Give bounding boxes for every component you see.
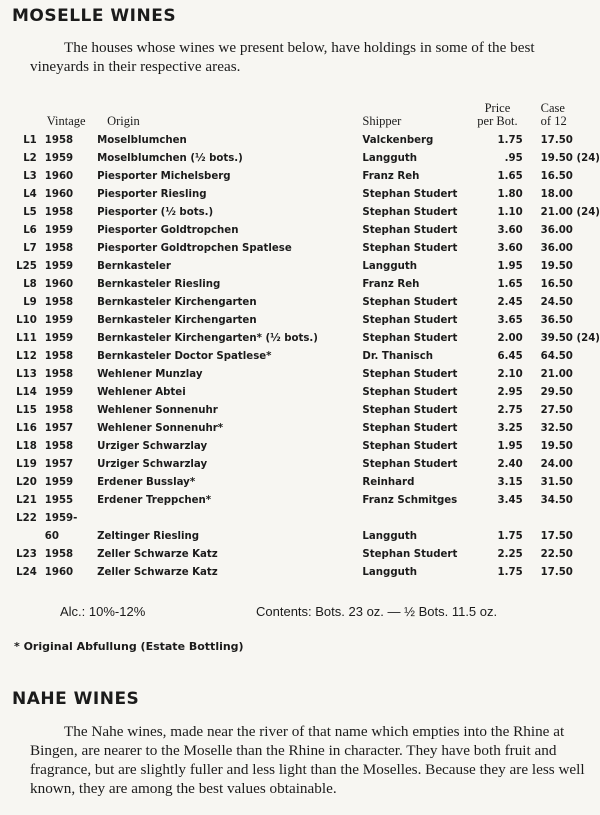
wine-shipper: Stephan Studert — [362, 441, 458, 452]
wine-vintage: 1957 — [44, 423, 74, 434]
wine-vintage: 1959- — [44, 513, 78, 524]
wine-code: L2 — [23, 153, 37, 164]
wine-price: 3.15 — [497, 477, 523, 488]
wine-code: L11 — [16, 333, 37, 344]
case-quantity-note: (24) — [572, 153, 600, 164]
table-row — [8, 218, 600, 236]
wine-origin: Zeltinger Riesling — [97, 531, 200, 542]
moselle-wine-table — [8, 98, 600, 578]
wine-origin: Piesporter Riesling — [97, 189, 207, 200]
table-row — [8, 416, 600, 434]
case-header-line1: Case — [540, 101, 565, 115]
wine-origin: Bernkasteler Kirchengarten* (½ bots.) — [97, 333, 318, 344]
wine-shipper: Stephan Studert — [362, 315, 458, 326]
moselle-intro: The houses whose wines we present below, have holdings in some of the best vineyards in their respective areas. — [30, 39, 535, 75]
wine-price: 3.45 — [497, 495, 523, 506]
wine-case-price: 31.50 — [540, 477, 573, 488]
wine-vintage: 1958 — [44, 369, 74, 380]
wine-case-price: 39.50 (24) — [540, 333, 600, 344]
wine-vintage: 1958 — [44, 549, 74, 560]
wine-shipper: Stephan Studert — [362, 225, 458, 236]
wine-vintage: 1958 — [44, 441, 74, 452]
wine-shipper: Reinhard — [362, 477, 415, 488]
wine-code: L24 — [16, 567, 37, 578]
table-footer — [60, 604, 580, 619]
wine-case-price: 64.50 — [540, 351, 573, 362]
wine-price: 1.95 — [497, 441, 523, 452]
wine-shipper: Stephan Studert — [362, 333, 458, 344]
wine-vintage: 1958 — [44, 405, 74, 416]
table-row — [8, 344, 600, 362]
wine-case-price: 17.50 — [540, 135, 573, 146]
wine-shipper: Stephan Studert — [362, 549, 458, 560]
wine-case-price: 16.50 — [540, 171, 573, 182]
wine-code: L8 — [23, 279, 37, 290]
wine-vintage: 1958 — [44, 135, 74, 146]
wine-shipper: Franz Reh — [362, 279, 420, 290]
wine-origin: Wehlener Sonnenuhr* — [97, 423, 224, 434]
wine-case-price: 24.00 — [540, 459, 573, 470]
table-row — [8, 560, 600, 578]
wine-price: 2.40 — [497, 459, 523, 470]
wine-price: 2.10 — [497, 369, 523, 380]
table-row — [8, 272, 600, 290]
table-row — [8, 452, 600, 470]
wine-vintage: 1959 — [44, 333, 74, 344]
wine-origin: Piesporter Goldtropchen Spatlese — [97, 243, 292, 254]
wine-case-price: 36.50 — [540, 315, 573, 326]
wine-code: L25 — [16, 261, 37, 272]
wine-shipper: Stephan Studert — [362, 369, 458, 380]
wine-case-price: 21.00 — [540, 369, 573, 380]
wine-case-price: 18.00 — [540, 189, 573, 200]
wine-shipper: Stephan Studert — [362, 423, 458, 434]
code-header — [8, 98, 45, 128]
wine-price: 2.25 — [497, 549, 523, 560]
wine-code: L16 — [16, 423, 37, 434]
wine-shipper: Langguth — [362, 153, 418, 164]
wine-code: L19 — [16, 459, 37, 470]
nahe-intro: The Nahe wines, made near the river of that name which empties into the Rhine at Bingen, are nearer to the Moselle than the Rhine in character. They have both fruit and fragrance, but are slightly fuller and less light than the Moselles. Because they are less well known, they are among the best values obtainable. — [30, 723, 585, 797]
wine-price: 1.65 — [497, 171, 523, 182]
table-row — [8, 380, 600, 398]
wine-code: L6 — [23, 225, 37, 236]
wine-price: 2.75 — [497, 405, 523, 416]
wine-vintage: 60 — [44, 531, 59, 542]
wine-price: 2.95 — [497, 387, 523, 398]
wine-code: L18 — [16, 441, 37, 452]
price-header-line2: per Bot. — [477, 114, 518, 128]
wine-price: 1.75 — [497, 531, 523, 542]
table-row — [8, 164, 600, 182]
wine-code: L5 — [23, 207, 37, 218]
wine-shipper: Langguth — [362, 567, 418, 578]
wine-origin: Moselblumchen (½ bots.) — [97, 153, 243, 164]
shipper-header: Shipper — [362, 114, 402, 128]
wine-origin: Wehlener Abtei — [97, 387, 186, 398]
wine-vintage: 1958 — [44, 351, 74, 362]
wine-origin — [97, 506, 362, 524]
wine-code: L14 — [16, 387, 37, 398]
wine-case-price: 19.50 — [540, 261, 573, 272]
wine-origin: Piesporter Goldtropchen — [97, 225, 239, 236]
wine-case-price: 34.50 — [540, 495, 573, 506]
wine-code: L9 — [23, 297, 37, 308]
wine-price: .95 — [504, 153, 523, 164]
wine-shipper: Valckenberg — [362, 135, 434, 146]
table-row — [8, 542, 600, 560]
wine-origin: Bernkasteler Kirchengarten — [97, 297, 257, 308]
case-header — [541, 98, 600, 128]
table-row — [8, 362, 600, 380]
table-row — [8, 182, 600, 200]
wine-vintage: 1959 — [44, 153, 74, 164]
table-header-row — [8, 98, 600, 128]
wine-price: 1.80 — [497, 189, 523, 200]
wine-case-price: 24.50 — [540, 297, 573, 308]
wine-price: 3.25 — [497, 423, 523, 434]
wine-origin: Erdener Treppchen* — [97, 495, 212, 506]
wine-vintage: 1959 — [44, 315, 74, 326]
wine-code: L12 — [16, 351, 37, 362]
table-row — [8, 524, 600, 542]
wine-origin: Zeller Schwarze Katz — [97, 549, 218, 560]
table-row — [8, 254, 600, 272]
wine-origin: Urziger Schwarzlay — [97, 441, 208, 452]
wine-price: 2.00 — [497, 333, 523, 344]
table-row — [8, 200, 600, 218]
origin-header: Origin — [107, 114, 140, 128]
wine-code — [8, 524, 45, 542]
table-row — [8, 506, 600, 524]
table-row — [8, 236, 600, 254]
wine-vintage: 1958 — [44, 207, 74, 218]
wine-price — [472, 506, 540, 524]
wine-price: 1.65 — [497, 279, 523, 290]
wine-price: 1.75 — [497, 135, 523, 146]
wine-shipper: Franz Reh — [362, 171, 420, 182]
wine-origin: Bernkasteler Riesling — [97, 279, 221, 290]
wine-origin: Erdener Busslay* — [97, 477, 196, 488]
wine-vintage: 1960 — [44, 279, 74, 290]
moselle-section-title: MOSELLE WINES — [12, 6, 177, 26]
wine-shipper: Stephan Studert — [362, 459, 458, 470]
wine-origin: Piesporter (½ bots.) — [97, 207, 214, 218]
wine-case-price: 36.00 — [540, 225, 573, 236]
wine-case-price: 27.50 — [540, 405, 573, 416]
wine-code: L22 — [16, 513, 37, 524]
wine-price: 3.60 — [497, 225, 523, 236]
alcohol-note: Alc.: 10%-12% — [60, 604, 146, 619]
case-quantity-note: (24) — [572, 207, 600, 218]
wine-vintage: 1959 — [44, 261, 74, 272]
price-header-line1: Price — [484, 101, 511, 115]
wine-vintage: 1958 — [44, 243, 74, 254]
wine-shipper: Stephan Studert — [362, 207, 458, 218]
wine-case-price: 16.50 — [540, 279, 573, 290]
wine-shipper: Stephan Studert — [362, 189, 458, 200]
estate-bottling-footnote: * Original Abfullung (Estate Bottling) — [14, 640, 244, 653]
wine-origin: Wehlener Munzlay — [97, 369, 203, 380]
wine-vintage: 1960 — [44, 189, 74, 200]
wine-shipper: Franz Schmitges — [362, 495, 458, 506]
wine-shipper: Dr. Thanisch — [362, 351, 434, 362]
wine-case-price: 36.00 — [540, 243, 573, 254]
table-row — [8, 488, 600, 506]
table-row — [8, 326, 600, 344]
table-row — [8, 470, 600, 488]
wine-case-price: 22.50 — [540, 549, 573, 560]
wine-price: 1.10 — [497, 207, 523, 218]
wine-shipper: Langguth — [362, 531, 418, 542]
wine-shipper: Stephan Studert — [362, 387, 458, 398]
wine-case-price: 21.00 (24) — [540, 207, 600, 218]
wine-case-price: 19.50 — [540, 441, 573, 452]
wine-code: L1 — [23, 135, 37, 146]
wine-vintage: 1960 — [44, 567, 74, 578]
wine-origin: Urziger Schwarzlay — [97, 459, 208, 470]
wine-vintage: 1958 — [44, 297, 74, 308]
wine-code: L21 — [16, 495, 37, 506]
wine-code: L13 — [16, 369, 37, 380]
wine-case-price: 17.50 — [540, 531, 573, 542]
wine-vintage: 1957 — [44, 459, 74, 470]
wine-case-price: 19.50 (24) — [540, 153, 600, 164]
wine-vintage: 1959 — [44, 225, 74, 236]
wine-origin: Bernkasteler — [97, 261, 171, 272]
wine-case-price: 17.50 — [540, 567, 573, 578]
wine-shipper: Stephan Studert — [362, 405, 458, 416]
wine-origin: Bernkasteler Doctor Spatlese* — [97, 351, 272, 362]
wine-price: 6.45 — [497, 351, 523, 362]
wine-code: L15 — [16, 405, 37, 416]
wine-case-price: 29.50 — [540, 387, 573, 398]
wine-price: 3.65 — [497, 315, 523, 326]
wine-shipper: Langguth — [362, 261, 418, 272]
wine-vintage: 1955 — [44, 495, 74, 506]
wine-shipper: Stephan Studert — [362, 243, 458, 254]
wine-origin: Zeller Schwarze Katz — [97, 567, 218, 578]
wine-price: 1.95 — [497, 261, 523, 272]
wine-case-price: 32.50 — [540, 423, 573, 434]
table-row — [8, 398, 600, 416]
wine-vintage: 1960 — [44, 171, 74, 182]
wine-origin: Moselblumchen — [97, 135, 187, 146]
wine-code: L10 — [16, 315, 37, 326]
vintage-header: Vintage — [46, 114, 86, 128]
table-row — [8, 290, 600, 308]
wine-origin: Bernkasteler Kirchengarten — [97, 315, 257, 326]
wine-code: L20 — [16, 477, 37, 488]
wine-origin: Piesporter Michelsberg — [97, 171, 231, 182]
wine-code: L4 — [23, 189, 37, 200]
table-row — [8, 434, 600, 452]
wine-case-price — [541, 506, 600, 524]
wine-price: 2.45 — [497, 297, 523, 308]
table-row — [8, 146, 600, 164]
wine-origin: Wehlener Sonnenuhr — [97, 405, 218, 416]
wine-price: 1.75 — [497, 567, 523, 578]
wine-code: L23 — [16, 549, 37, 560]
table-row — [8, 128, 600, 146]
nahe-section-title: NAHE WINES — [12, 689, 140, 709]
wine-shipper: Stephan Studert — [362, 297, 458, 308]
wine-code: L7 — [23, 243, 37, 254]
wine-vintage: 1959 — [44, 477, 74, 488]
wine-price: 3.60 — [497, 243, 523, 254]
wine-code: L3 — [23, 171, 37, 182]
wine-shipper — [362, 506, 472, 524]
wine-vintage: 1959 — [44, 387, 74, 398]
price-header — [472, 98, 540, 128]
case-header-line2: of 12 — [540, 114, 567, 128]
case-quantity-note: (24) — [572, 333, 600, 344]
contents-note: Contents: Bots. 23 oz. — ½ Bots. 11.5 oz. — [256, 604, 498, 619]
table-row — [8, 308, 600, 326]
